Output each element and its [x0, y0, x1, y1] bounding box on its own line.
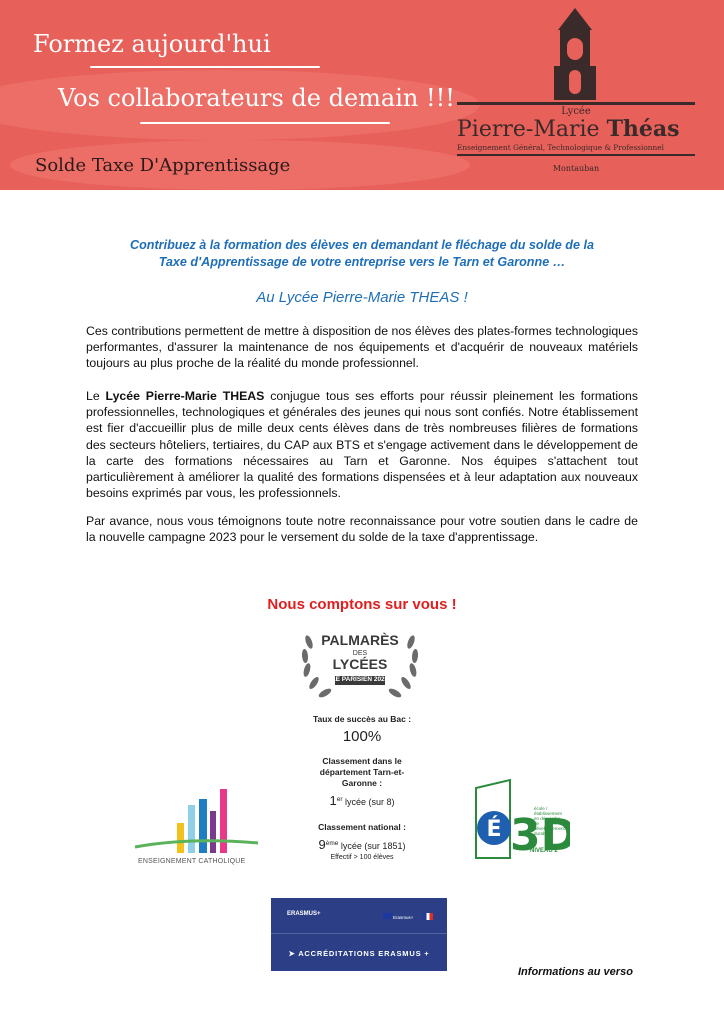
tower-icon	[550, 8, 600, 100]
stats-department	[280, 756, 444, 808]
svg-text:É: É	[486, 817, 502, 842]
dept-rank-text: lycée (sur 8)	[342, 797, 395, 807]
nat-rank-suffix: ème	[325, 840, 339, 847]
palmares-badge	[295, 620, 425, 710]
nat-rank-text: lycée (sur 1851)	[338, 841, 406, 851]
erasmus-logo-text: ERASMUS+	[287, 911, 321, 917]
page-subtitle: Au Lycée Pierre-Marie THEAS !	[256, 289, 468, 306]
intro-line: Taxe d'Apprentissage de votre entreprise vers le Tarn et Garonne …	[158, 255, 566, 269]
dept-label: département Tarn-et-	[319, 767, 405, 777]
header-banner	[0, 0, 724, 190]
ec-bars-icon	[130, 785, 260, 857]
dept-value	[280, 793, 444, 808]
logo-name-bold: Théas	[606, 116, 680, 142]
erasmus-banner	[271, 898, 447, 971]
nat-rank: 9	[318, 837, 326, 852]
palmares-line-1: PALMARÈS	[321, 632, 399, 648]
logo-town: Montauban	[552, 164, 600, 173]
stats-bac	[280, 714, 444, 745]
logo-name-regular: Pierre-Marie	[457, 117, 607, 142]
banner-subheadline: Solde Taxe D'Apprentissage	[35, 155, 291, 176]
ec-text: ENSEIGNEMENT CATHOLIQUE	[138, 858, 246, 865]
palmares-line-3: LYCÉES	[332, 656, 388, 672]
logo-rule	[457, 154, 695, 156]
intro-line: Contribuez à la formation des élèves en demandant le fléchage du solde de la	[130, 238, 594, 252]
underline-stroke	[140, 122, 390, 124]
logo-rule	[457, 102, 695, 105]
fr-flag-icon	[423, 913, 433, 920]
e3d-small-text: école / établissement en démarche de développement durable	[534, 806, 565, 836]
paragraph-contributions: Ces contributions permettent de mettre à disposition de nos élèves des plates-formes technologiques performantes, d'assurer la maintenance de nos équipements et d'acquérir de nouveaux matériels toujours au plus proche de la réalité du monde professionnel.	[86, 324, 638, 371]
nat-label: Classement national :	[318, 822, 406, 832]
school-logo	[455, 8, 700, 183]
paragraph-school-name: Lycée Pierre-Marie THEAS	[105, 389, 265, 403]
paragraph-thanks: Par avance, nous vous témoignons toute notre reconnaissance pour votre soutien dans le cadre de la nouvelle campagne 2023 pour le versement du solde de la taxe d'apprentissage.	[86, 514, 638, 545]
svg-text:3D: 3D	[510, 810, 570, 861]
e3d-level: NIVEAU 2	[530, 848, 558, 854]
dept-rank: 1	[329, 793, 337, 808]
nat-value	[280, 837, 444, 852]
underline-stroke	[90, 66, 320, 68]
logo-lycee: Lycée	[561, 106, 591, 117]
logo-subtitle: Enseignement Général, Technologique & Professionnel	[457, 143, 665, 152]
logo-school-name	[457, 116, 680, 142]
paragraph-prefix: Le	[86, 389, 106, 403]
banner-headline-1: Formez aujourd'hui	[33, 30, 271, 58]
banner-headline-2: Vos collaborateurs de demain !!!	[58, 84, 455, 112]
palmares-line-4: LE PARISIEN 2023	[331, 676, 389, 683]
erasmus-accreditations: ➤ ACCRÉDITATIONS ERASMUS +	[288, 949, 430, 958]
dept-label: Classement dans le	[322, 756, 402, 766]
paragraph-school	[86, 388, 638, 501]
intro-text	[70, 237, 654, 271]
palmares-line-2: DES	[352, 650, 368, 657]
enseignement-catholique-logo	[130, 785, 260, 870]
bac-value: 100%	[342, 728, 382, 745]
call-to-action: Nous comptons sur vous !	[267, 596, 457, 613]
bac-label: Taux de succès au Bac :	[312, 714, 412, 724]
stats-national	[280, 822, 444, 861]
effectif-note: Effectif > 100 élèves	[330, 854, 394, 861]
erasmus-right-text: Erasmus+	[393, 915, 414, 920]
eu-flag-icon	[383, 913, 392, 919]
dept-rank-suffix: er	[336, 796, 343, 803]
e3d-logo	[470, 778, 570, 868]
footer-note: Informations au verso	[518, 966, 633, 978]
dept-label: Garonne :	[341, 778, 383, 788]
paragraph-body: conjugue tous ses efforts pour réussir pleinement les formations professionnelles, technologiques et générales des jeunes qui nous sont confiés. Notre établissement est fier d'accueillir plus de mille deux cents élèves dans de très nombreuses filières de formations des secteurs hôteliers, tertiaires, du CAP aux BTS et s'engage activement dans le développement de la carte des formations nécessaires au Tarn et Garonne. Nos équipes s'attachent tout particulièrement à améliorer la qualité des formations dispensées et à leur adaptation aux nouveaux besoins exprimés par vous, les professionnels.	[86, 389, 638, 501]
divider	[271, 933, 447, 934]
